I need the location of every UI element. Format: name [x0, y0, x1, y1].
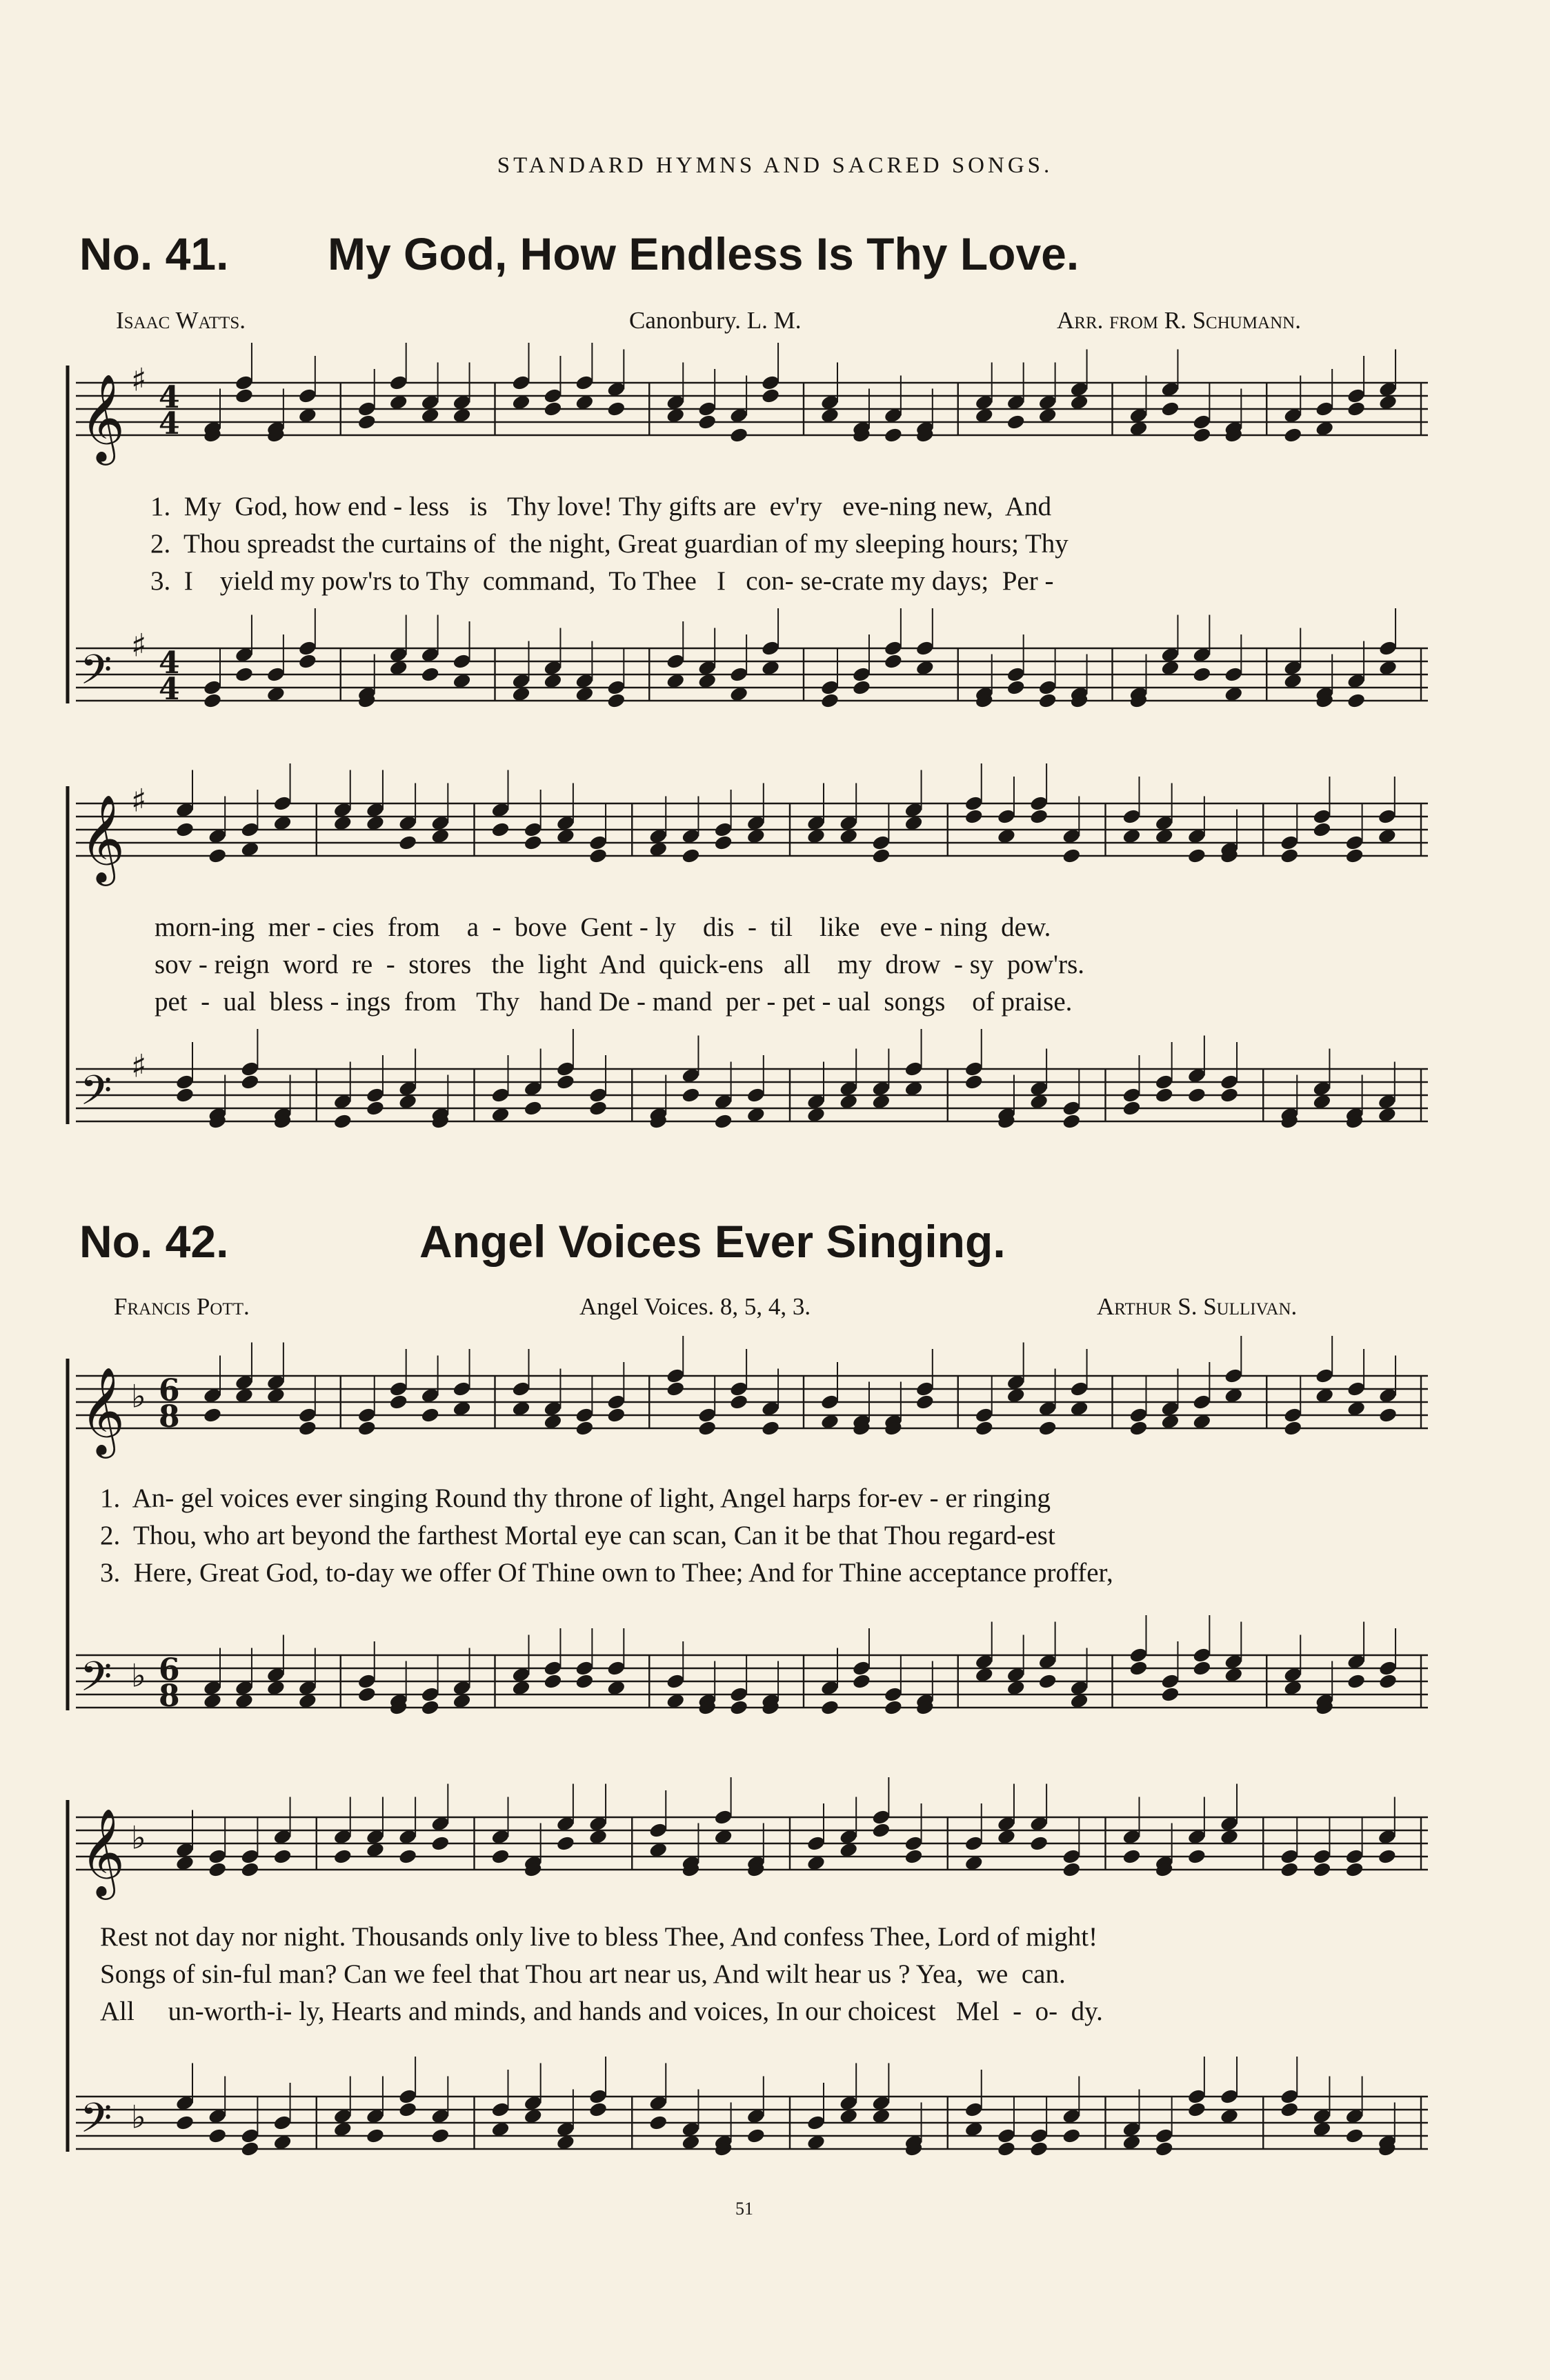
- stanza-line: All un-worth-i- ly, Hearts and minds, and hands and voices, In our choicest Mel - o- dy.: [100, 1997, 1103, 2026]
- stanza-line: 2. Thou spreadst the curtains of the night, Great guardian of my sleeping hours; Thy: [150, 529, 1069, 559]
- stanza-line: morn-ing mer - cies from a - bove Gent - ly dis - til like eve - ning dew.: [155, 912, 1051, 942]
- time-signature-bottom: 4: [159, 406, 180, 442]
- stanza-line: pet - ual bless - ings from Thy hand De - mand per - pet - ual songs of praise.: [155, 987, 1073, 1017]
- hymn-tune: Canonbury. L. M.: [629, 307, 802, 334]
- treble-clef-icon: 𝄞: [80, 794, 126, 882]
- flat-icon: ♭: [131, 1377, 146, 1415]
- stanza-line: sov - reign word re - stores the light And quick-ens all my drow - sy pow'rs.: [155, 950, 1084, 979]
- treble-clef-icon: 𝄞: [80, 1366, 126, 1454]
- time-signature-top: 4: [159, 380, 180, 416]
- sharp-icon: ♯: [131, 361, 147, 399]
- flat-icon: ♭: [131, 2098, 146, 2136]
- hymn-composer: Arr. from R. Schumann.: [1057, 307, 1301, 334]
- stanza-line: Songs of sin-ful man? Can we feel that Thou art near us, And wilt hear us ? Yea, we can.: [100, 1959, 1066, 1989]
- stanza-line: 1. An- gel voices ever singing Round thy throne of light, Angel harps for-ev - er ringing: [100, 1483, 1051, 1513]
- hymn-title: My God, How Endless Is Thy Love.: [328, 228, 1080, 279]
- time-signature-bottom: 8: [159, 1679, 180, 1714]
- stanza-line: Rest not day nor night. Thousands only live to bless Thee, And confess Thee, Lord of might!: [100, 1922, 1098, 1952]
- hymn-composer: Arthur S. Sullivan.: [1097, 1293, 1298, 1320]
- time-signature-top: 4: [159, 646, 180, 681]
- treble-clef-icon: 𝄞: [80, 373, 126, 461]
- flat-icon: ♭: [131, 1819, 146, 1857]
- bass-clef-icon: 𝄢: [80, 1652, 112, 1710]
- flat-icon: ♭: [131, 1657, 146, 1694]
- sharp-icon: ♯: [131, 626, 147, 664]
- hymn-title: Angel Voices Ever Singing.: [419, 1216, 1006, 1267]
- hymn-tune: Angel Voices. 8, 5, 4, 3.: [579, 1293, 811, 1320]
- time-signature-bottom: 8: [159, 1399, 180, 1435]
- hymn-author: Francis Pott.: [114, 1293, 250, 1320]
- stanza-line: 3. Here, Great God, to-day we offer Of Thine own to Thee; And for Thine acceptance proffer,: [100, 1558, 1113, 1588]
- stanza-line: 3. I yield my pow'rs to Thy command, To Thee I con- se-crate my days; Per -: [150, 566, 1054, 596]
- time-signature-top: 6: [159, 1373, 180, 1409]
- bass-clef-icon: 𝄢: [80, 646, 112, 703]
- bass-clef-icon: 𝄢: [80, 2094, 112, 2152]
- hymn-author: Isaac Watts.: [116, 307, 246, 334]
- time-signature-bottom: 4: [159, 672, 180, 708]
- sharp-icon: ♯: [131, 1047, 147, 1085]
- page-number: 51: [735, 2199, 753, 2219]
- stanza-line: 2. Thou, who art beyond the farthest Mortal eye can scan, Can it be that Thou regard-est: [100, 1521, 1055, 1550]
- treble-clef-icon: 𝄞: [80, 1808, 126, 1896]
- hymn-number: No. 41.: [79, 228, 229, 279]
- running-head: STANDARD HYMNS AND SACRED SONGS.: [497, 153, 1053, 178]
- sharp-icon: ♯: [131, 781, 147, 819]
- hymn-number: No. 42.: [79, 1216, 229, 1267]
- time-signature-top: 6: [159, 1652, 180, 1688]
- stanza-line: 1. My God, how end - less is Thy love! Thy gifts are ev'ry eve-ning new, And: [150, 492, 1052, 521]
- bass-clef-icon: 𝄢: [80, 1066, 112, 1124]
